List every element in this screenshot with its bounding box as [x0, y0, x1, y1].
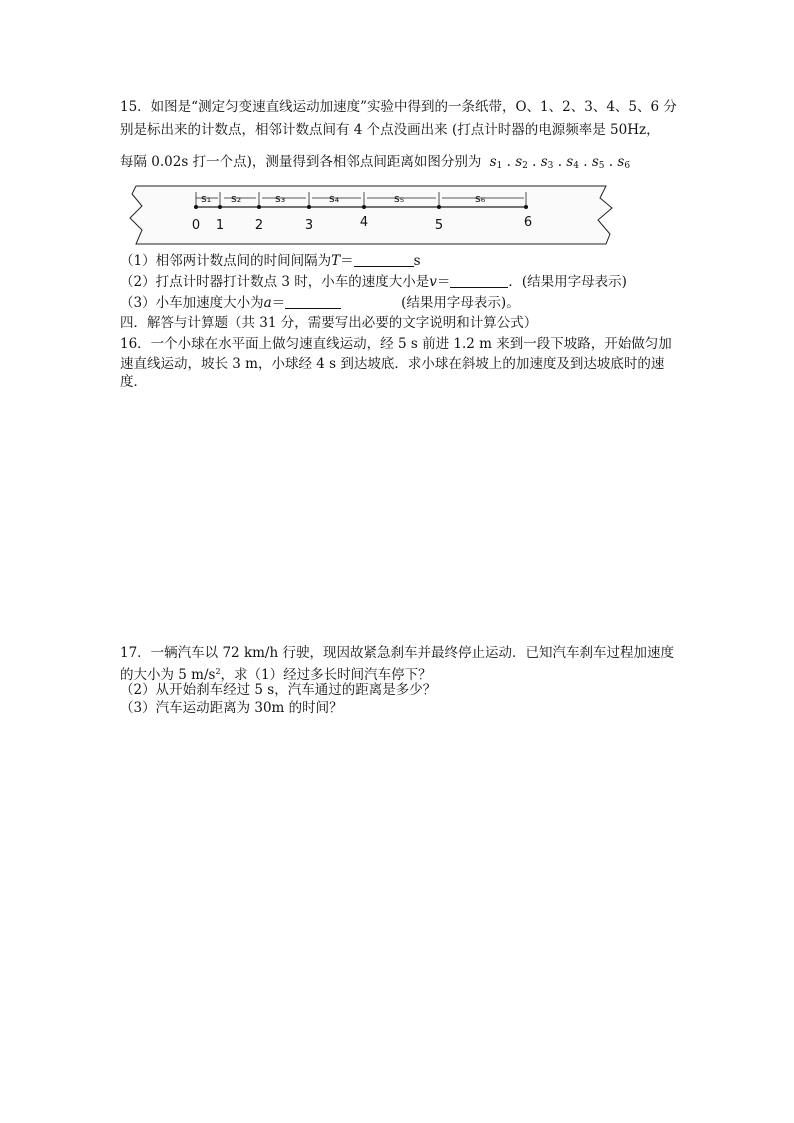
s-list: $s_1$ . $s_2$ . $s_3$ . $s_4$ . $s_5$ . $s_6$: [489, 154, 631, 171]
segment-label: s₆: [475, 192, 486, 205]
q17-line2: 的大小为 5 $m/s^2$，求（1）经过多长时间汽车停下？: [120, 667, 432, 683]
section-4-heading: 四．解答与计算题（共 31 分，需要写出必要的文字说明和计算公式）: [120, 315, 538, 331]
paper-tape-diagram: [128, 184, 618, 246]
tape-point: [437, 205, 441, 209]
answer-blank[interactable]: [450, 274, 508, 288]
segment-label: s₄: [329, 192, 340, 205]
segment-label: s₁: [201, 192, 212, 205]
answer-blank[interactable]: [354, 253, 414, 267]
q15-line2: 别是标出来的计数点，相邻计数点间有 4 个点没画出来 (打点计时器的电源频率是 50Hz，: [120, 122, 660, 138]
point-label: 1: [215, 218, 225, 233]
segment-label: s₃: [275, 192, 286, 205]
point-label: 4: [359, 215, 369, 230]
point-label: 5: [434, 218, 444, 233]
tape-point: [194, 205, 198, 209]
point-label: 0: [191, 218, 201, 233]
q15-sub1: （1）相邻两计数点间的时间间隔为T＝ s: [120, 253, 421, 269]
segment-label: s₅: [394, 192, 405, 205]
point-label: 3: [304, 218, 314, 233]
q15-line3-text: 每隔 0.02s 打一个点)，测量得到各相邻点间距离如图分别为: [120, 154, 482, 170]
q15-sub2: （2）打点计时器打计数点 3 时，小车的速度大小是v＝ ．(结果用字母表示): [120, 274, 627, 290]
q17-line4: （3）汽车运动距离为 30m 的时间？: [120, 700, 343, 716]
q15-line1: 15．如图是“测定匀变速直线运动加速度”实验中得到的一条纸带，O、1、2、3、4、5、6 分: [120, 99, 677, 115]
answer-blank[interactable]: [285, 295, 341, 309]
q16-line3: 度．: [120, 374, 147, 390]
segment-label: s₂: [231, 192, 242, 205]
q16-line2: 速直线运动，坡长 3 m，小球经 4 s 到达坡底．求小球在斜坡上的加速度及到达坡底时的速: [120, 356, 665, 372]
q17-line3: （2）从开始刹车经过 5 s，汽车通过的距离是多少？: [120, 682, 437, 698]
tape-point: [218, 205, 222, 209]
point-label: 6: [523, 215, 533, 230]
q15-line3: [120, 153, 630, 175]
tape-point: [257, 205, 261, 209]
tape-point: [307, 205, 311, 209]
tape-point: [362, 205, 366, 209]
point-label: 2: [254, 218, 264, 233]
tape-point: [524, 205, 528, 209]
q15-sub3: （3）小车加速度大小为a＝ (结果用字母表示)。: [120, 295, 520, 311]
q17-line1: 17．一辆汽车以 72 km/h 行驶，现因故紧急刹车并最终停止运动．已知汽车刹车过程加速度: [120, 645, 674, 661]
q16-line1: 16．一个小球在水平面上做匀速直线运动，经 5 s 前进 1.2 m 来到一段下坡路，开始做匀加: [120, 336, 672, 352]
